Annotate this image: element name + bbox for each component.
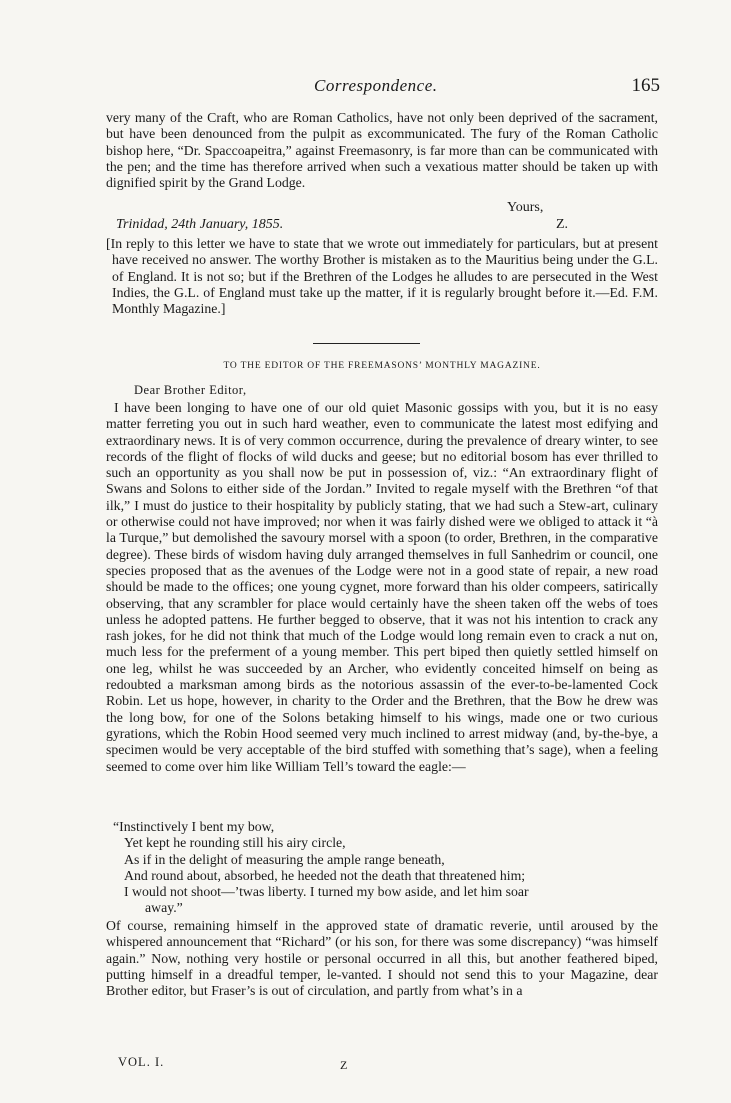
- footer-volume: VOL. I.: [118, 1055, 165, 1069]
- letter-1-body: very many of the Craft, who are Roman Catholics, have not only been deprived of the sacrament, but have been denounced from the pulpit as excommunicated. The fury of the Roman Catholic bishop here, “Dr. Spaccoapeitra,” against Freemasonry, is far more than can be communicated with the pen; and the time has therefore arrived when such a vexatious matter should be taken up with dignified spirit by the Grand Lodge.: [106, 110, 658, 191]
- letter-2-body: I have been longing to have one of our old quiet Masonic gossips with you, but it is no easy matter ferreting you out in such hard weather, even to communicate the latest most edifying and extraordinary news. It is of very common occurrence, during the prevalence of dreary winter, to see records of the flight of flocks of wild ducks and geese; but no editorial bosom has ever thrilled to such an opportunity as you shall now be put in possession of, viz.: “An extraordinary flight of Swans and Solons to either side of the Jordan.” Invited to regale myself with the Brethren “of that ilk,” I must do justice to their hospitality by publicly stating, that we had such a Stew-art, culinary or otherwise could not have improved; nor when it was fairly dished were we obliged to attack it “à la Turque,” but demolished the savoury morsel with a spoon (to order, Brethren, in the comparative degree). These birds of wisdom having duly arranged themselves in full Sanhedrim or council, one species proposed that as the avenues of the Lodge were not in a good state of repair, a new road should be made to the offices; one young cygnet, more forward than his older compeers, satirically observing, that any scrambler for place would certainly have the sheen taken off the webs of toes unless he adopted pattens. He further begged to observe, that it was not his intention to crack any rash jokes, for he did not think that much of the Lodge would long remain even to crack a nut on, much less for the preferment of a young member. This pert biped then quietly settled himself on one leg, whilst he was succeeded by an Archer, who evidently conceited himself on being as redoubted a marksman among birds as the notorious assassin of the ever-to-be-lamented Cock Robin. Let us hope, however, in charity to the Order and the Brethren, that the Bow he drew was the long bow, for one of the Solons betaking himself to his wings, made one or two curious gyrations, which the Robin Hood seemed very much inclined to arrest midway (and, by-the-bye, a specimen would be very acceptable of the bird stuffed with something that’s sage), when a feeling seemed to come over him like William Tell’s toward the eagle:—: [106, 400, 658, 774]
- editor-note: [In reply to this letter we have to state that we wrote out immediately for particulars, but at present have received no answer. The worthy Brother is mistaken as to the Mauritius being under the G.L. of England. It is not so; but if the Brethren of the Lodges he alludes to are persecuted in the West Indies, the G.L. of England must take up the matter, if it is regularly brought before it.—Ed. F.M. Monthly Magazine.]: [106, 236, 658, 317]
- letter-2-continuation: Of course, remaining himself in the approved state of dramatic reverie, until aroused by the whispered announcement that “Richard” (or his son, for there was some discrepancy) “was himself again.” Now, nothing very hostile or personal occurred in all this, but another feathered biped, putting himself in a dreadful temper, le-vanted. I should not send this to your Magazine, dear Brother editor, but Fraser’s is out of circulation, and partly from what’s in a: [106, 918, 658, 999]
- poem-line: away.”: [145, 900, 183, 916]
- letter-1-closing: Yours,: [507, 200, 544, 215]
- poem-line: “Instinctively I bent my bow,: [113, 819, 275, 834]
- letter-2-heading: TO THE EDITOR OF THE FREEMASONS’ MONTHLY MAGAZINE.: [223, 361, 541, 371]
- poem-line: And round about, absorbed, he heeded not the death that threatened him;: [124, 867, 526, 883]
- poem-line: I would not shoot—’twas liberty. I turned my bow aside, and let him soar: [124, 884, 529, 900]
- letter-1-signature: Z.: [555, 217, 568, 232]
- poem-line: Yet kept he rounding still his airy circle,: [124, 835, 346, 851]
- page-header: [100, 76, 660, 102]
- footer-signature-mark: Z: [340, 1058, 348, 1072]
- section-divider: [313, 343, 420, 344]
- letter-1-place-date: Trinidad, 24th January, 1855.: [116, 217, 284, 232]
- poem-quotation: [113, 819, 653, 917]
- running-title: Correspondence.: [314, 76, 438, 95]
- poem-line: As if in the delight of measuring the ample range beneath,: [124, 851, 445, 867]
- letter-2-salutation: Dear Brother Editor,: [134, 383, 247, 397]
- page-number: 165: [631, 75, 660, 96]
- letter-1-signature-line: [116, 217, 568, 233]
